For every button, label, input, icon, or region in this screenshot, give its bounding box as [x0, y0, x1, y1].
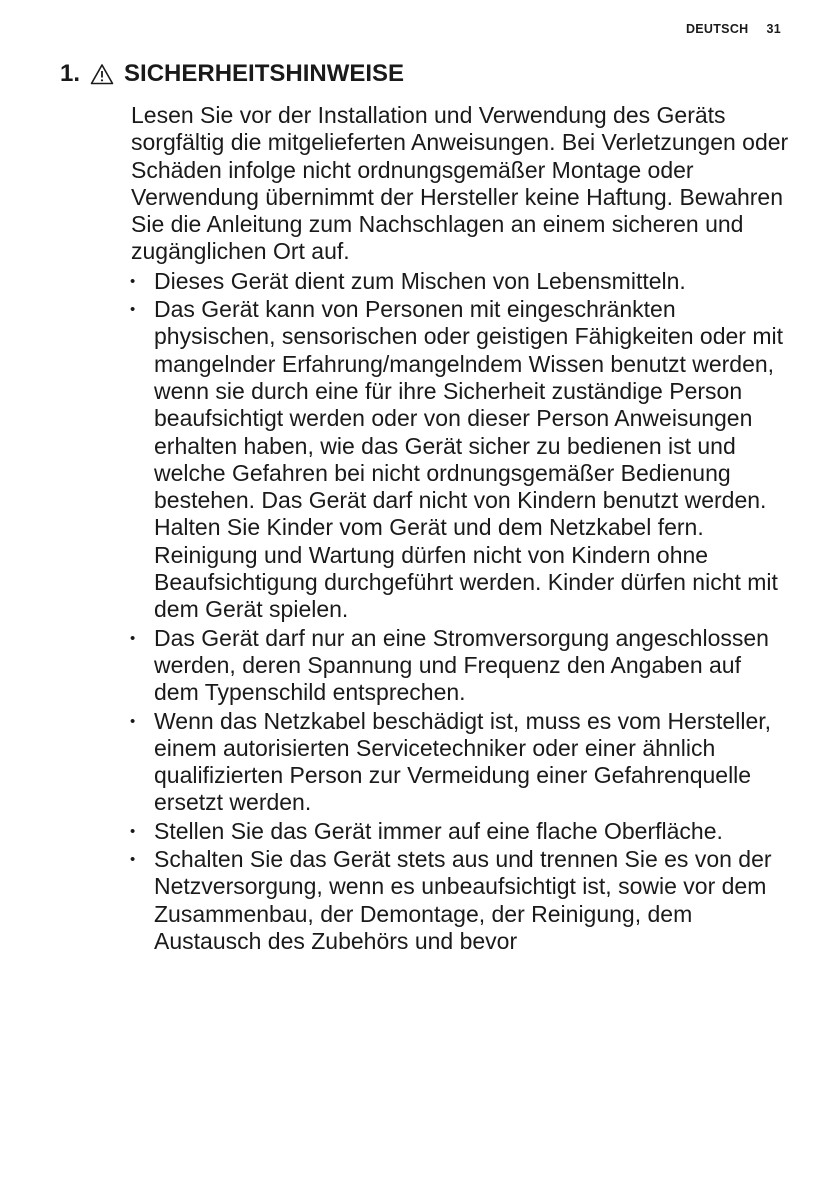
section-heading	[60, 60, 404, 88]
section-number: 1.	[60, 60, 81, 87]
list-item-text: Schalten Sie das Gerät stets aus und trennen Sie es von der Netzversorgung, wenn es unbeaufsichtigt ist, sowie vor dem Zusammenbau, der Demontage, der Reinigung, dem Austausch des Zubehörs und bevor	[154, 846, 772, 954]
header-language: DEUTSCH	[685, 22, 749, 36]
list-item	[131, 296, 791, 624]
list-item	[131, 846, 791, 955]
bullet-icon: •	[130, 272, 136, 290]
list-item-text: Das Gerät darf nur an eine Stromversorgung angeschlossen werden, deren Spannung und Frequenz den Angaben auf dem Typenschild entsprechen.	[154, 624, 769, 706]
list-item-text: Dieses Gerät dient zum Mischen von Lebensmitteln.	[154, 267, 686, 294]
warning-triangle-icon	[90, 63, 114, 85]
bullet-icon: •	[130, 629, 136, 647]
list-item	[131, 708, 791, 817]
bullet-icon: •	[130, 712, 136, 730]
list-item-text: Stellen Sie das Gerät immer auf eine flache Oberfläche.	[154, 817, 723, 844]
section-body	[131, 102, 791, 956]
page-number: 31	[766, 22, 781, 36]
bullet-icon: •	[130, 301, 136, 319]
safety-list	[131, 268, 791, 955]
page-header	[686, 22, 781, 36]
list-item-text: Wenn das Netzkabel beschädigt ist, muss es vom Hersteller, einem autorisierten Servicetechniker oder einer ähnlich qualifizierten Person zur Vermeidung einer Gefahrenquelle ersetzt werden.	[154, 707, 772, 816]
list-item	[131, 625, 791, 707]
bullet-icon: •	[130, 851, 136, 869]
intro-paragraph: Lesen Sie vor der Installation und Verwendung des Geräts sorgfältig die mitgelieferten Anweisungen. Bei Verletzungen oder Schäden infolge nicht ordnungsgemäßer Montage oder Verwendung übernimmt der Hersteller keine Haftung. Bewahren Sie die Anleitung zum Nachschlagen an einem sicheren und zugänglichen Ort auf.	[131, 102, 789, 265]
list-item	[131, 818, 791, 845]
section-title: SICHERHEITSHINWEISE	[124, 60, 405, 87]
list-item	[131, 268, 791, 295]
list-item-text: Das Gerät kann von Personen mit eingeschränkten physischen, sensorischen oder geistigen Fähigkeiten oder mit mangelnder Erfahrung/mangelndem Wissen benutzt werden, wenn sie durch eine für ihre Sicherheit zuständige Person beaufsichtigt werden oder von dieser Person Anweisungen erhalten haben, wie das Gerät sicher zu bedienen ist und welche Gefahren bei nicht ordnungsgemäßer Bedienung bestehen. Das Gerät darf nicht von Kindern benutzt werden. Halten Sie Kinder vom Gerät und dem Netzkabel fern. Reinigung und Wartung dürfen nicht von Kindern ohne Beaufsichtigung durchgeführt werden. Kinder dürfen nicht mit dem Gerät spielen.	[154, 296, 784, 623]
bullet-icon: •	[130, 822, 136, 840]
